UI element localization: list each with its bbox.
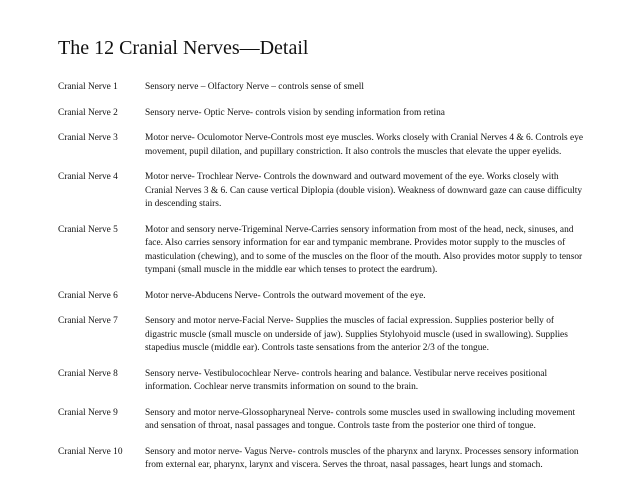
nerve-row-10 bbox=[58, 446, 588, 473]
nerve-description: Sensory and motor nerve- Vagus Nerve- controls muscles of the pharynx and larynx. Processes sensory information from external ear, pharynx, larynx and viscera. Serves the throat, nasal passages, heart lungs and stomach. bbox=[145, 446, 579, 470]
nerve-description: Sensory nerve- Optic Nerve- controls vision by sending information from retina bbox=[145, 107, 445, 118]
nerve-description: Sensory nerve- Vestibulocochlear Nerve- controls hearing and balance. Vestibular nerve receives positional information. Cochlear nerve transmits information on sound to the brain. bbox=[145, 368, 548, 392]
nerve-description: Sensory nerve – Olfactory Nerve – controls sense of smell bbox=[145, 82, 364, 92]
nerve-row-4 bbox=[58, 171, 588, 212]
nerve-description: Motor and sensory nerve-Trigeminal Nerve-Carries sensory information from most of the head, neck, sinuses, and face. Also carries sensory information for ear and tympanic membrane. Provides motor supply to the muscles of masticulation (chewing), and to some of the muscles on the floor of the mouth. Also provides motor supply to tensor tympani (small muscle in the middle ear which tenses to protect the eardrum). bbox=[145, 224, 583, 275]
nerve-name: Cranial Nerve 7 bbox=[58, 316, 118, 326]
nerve-name: Cranial Nerve 5 bbox=[58, 224, 118, 235]
nerve-name: Cranial Nerve 2 bbox=[58, 107, 118, 118]
nerve-row-9 bbox=[58, 407, 588, 434]
nerve-description: Sensory and motor nerve-Glossopharyneal Nerve- controls some muscles used in swallowing including movement and sensation of throat, nasal passages and tongue. Controls taste from the posterior one third of tongue. bbox=[145, 407, 576, 431]
nerve-row-1 bbox=[58, 81, 588, 95]
nerve-description: Sensory and motor nerve-Facial Nerve- Supplies the muscles of facial expression. Supplies posterior belly of digastric muscle (small muscle on underside of jaw). Supplies Stylohyoid muscle (used in swallowing). Supplies stapedius muscle (middle ear). Controls taste sensations from the anterior 2/3 of the tongue. bbox=[145, 316, 568, 353]
nerve-name: Cranial Nerve 1 bbox=[58, 82, 118, 92]
nerve-row-6 bbox=[58, 290, 588, 304]
nerve-name: Cranial Nerve 10 bbox=[58, 446, 123, 457]
nerve-name: Cranial Nerve 8 bbox=[58, 368, 118, 379]
nerve-row-8 bbox=[58, 368, 588, 395]
nerve-row-7 bbox=[58, 315, 588, 356]
nerve-description: Motor nerve- Trochlear Nerve- Controls the downward and outward movement of the eye. Works closely with Cranial Nerves 3 & 6. Can cause vertical Diplopia (double vision). Weakness of downward gaze can cause difficulty in descending stairs. bbox=[145, 172, 583, 209]
nerve-row-2 bbox=[58, 107, 588, 121]
nerve-name: Cranial Nerve 3 bbox=[58, 133, 118, 143]
nerve-name: Cranial Nerve 9 bbox=[58, 407, 118, 418]
nerve-list bbox=[58, 81, 588, 485]
nerve-name: Cranial Nerve 6 bbox=[58, 290, 118, 301]
nerve-name: Cranial Nerve 4 bbox=[58, 172, 118, 182]
nerve-row-3 bbox=[58, 132, 588, 159]
nerve-description: Motor nerve- Oculomotor Nerve-Controls most eye muscles. Works closely with Cranial Nerves 4 & 6. Controls eye movement, pupil dilation, and pupillary constriction. It also controls the muscles that elevate the upper eyelids. bbox=[145, 133, 584, 157]
page-title: The 12 Cranial Nerves—Detail bbox=[58, 37, 309, 59]
nerve-row-5 bbox=[58, 224, 588, 278]
nerve-description: Motor nerve-Abducens Nerve- Controls the outward movement of the eye. bbox=[145, 290, 426, 301]
